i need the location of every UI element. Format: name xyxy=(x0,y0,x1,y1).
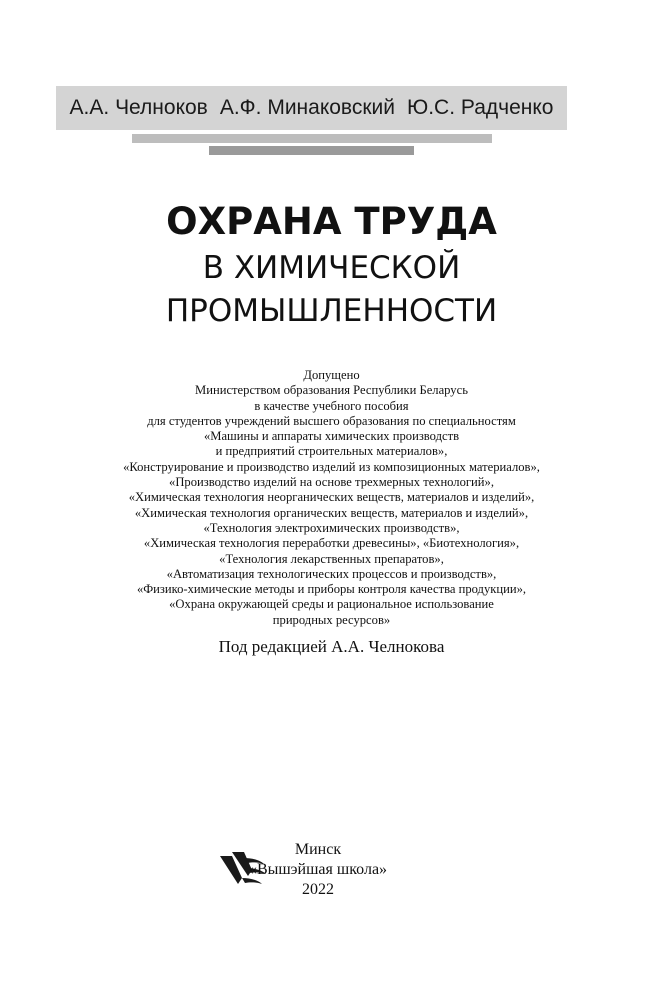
approval-line: «Конструирование и производство изделий из композиционных материалов», xyxy=(123,459,540,474)
imprint-publisher: «Вышэйшая школа» xyxy=(248,861,388,878)
approval-line: для студентов учреждений высшего образования по специальностям xyxy=(147,413,516,428)
approval-line: природных ресурсов» xyxy=(272,612,391,627)
authors-band xyxy=(56,86,567,130)
decorative-bar-upper xyxy=(132,134,492,143)
approval-line: «Физико-химические методы и приборы контроля качества продукции», xyxy=(136,582,527,597)
approval-line: «Автоматизация технологических процессов и производств», xyxy=(166,566,497,581)
author-3: Ю.С. Радченко xyxy=(407,96,554,119)
author-1: А.А. Челноков xyxy=(69,96,208,119)
editor-credit: Под редакцией А.А. Челнокова xyxy=(218,637,445,656)
approval-line: Допущено xyxy=(303,368,360,382)
approval-line: «Машины и аппараты химических производств xyxy=(203,429,460,444)
approval-line: в качестве учебного пособия xyxy=(254,398,409,413)
author-2: А.Ф. Минаковский xyxy=(219,96,395,119)
decorative-bar-lower xyxy=(209,146,414,155)
approval-line: «Технология электрохимических производств», xyxy=(203,520,460,535)
approval-line: и предприятий строительных материалов», xyxy=(215,444,448,459)
approval-line: «Производство изделий на основе трехмерных технологий», xyxy=(169,475,494,490)
approval-line: «Химическая технология органических веществ, материалов и изделий», xyxy=(134,505,529,520)
title-line-3: ПРОМЫШЛЕННОСТИ xyxy=(165,293,498,329)
imprint xyxy=(248,840,388,900)
approval-text xyxy=(0,368,663,628)
approval-line: Министерством образования Республики Беларусь xyxy=(195,383,468,398)
imprint-year: 2022 xyxy=(302,881,334,898)
title-line-2: В ХИМИЧЕСКОЙ xyxy=(202,250,461,286)
imprint-city: Минск xyxy=(294,841,342,858)
approval-line: «Химическая технология переработки древесины», «Биотехнология», xyxy=(143,536,520,551)
approval-line: «Технология лекарственных препаратов», xyxy=(219,551,444,566)
approval-line: «Химическая технология неорганических веществ, материалов и изделий», xyxy=(128,490,535,505)
title-line-1: ОХРАНА ТРУДА xyxy=(166,200,497,243)
approval-line: «Охрана окружающей среды и рациональное использование xyxy=(169,597,494,612)
